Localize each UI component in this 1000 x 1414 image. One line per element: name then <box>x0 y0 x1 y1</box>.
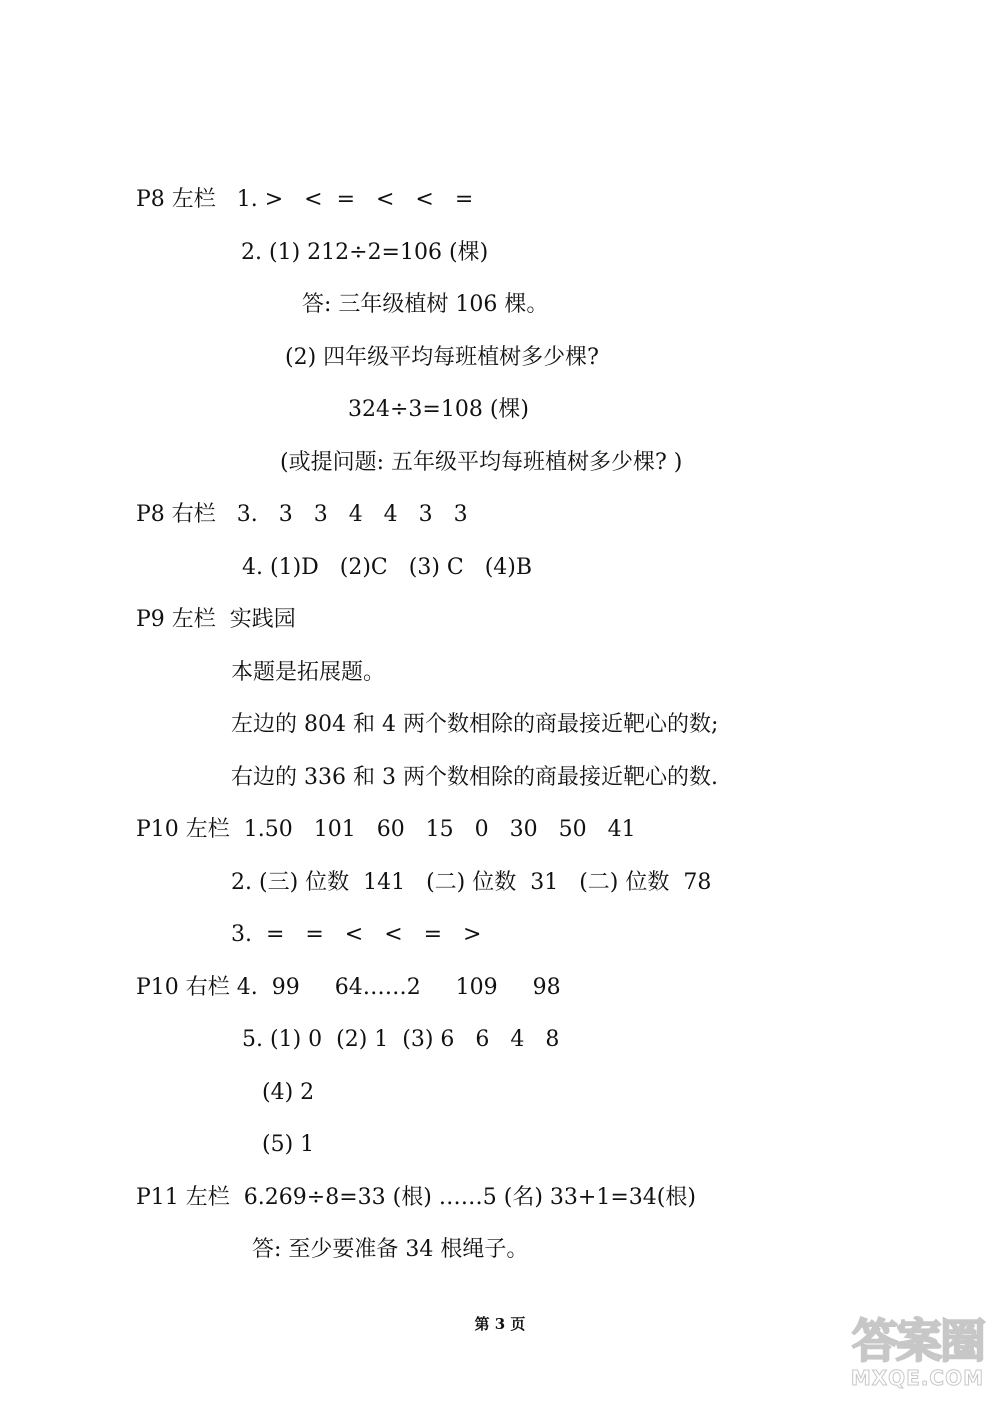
p8-left-q2-answer1: 答: 三年级植树 106 棵。 <box>302 292 549 317</box>
p8-left-q2-part2: (2) 四年级平均每班植树多少棵? <box>285 345 599 370</box>
p10-right-q5-part4: (4) 2 <box>262 1080 315 1105</box>
p10-left-q1: P10 左栏 1.50 101 60 15 0 30 50 41 <box>136 817 636 842</box>
p8-left-q2-alt: (或提问题: 五年级平均每班植树多少棵? ) <box>280 450 683 475</box>
p10-left-q3: 3. = = < < = > <box>231 922 482 947</box>
p10-right-q5-part5: (5) 1 <box>262 1132 315 1157</box>
p11-left-q6-answer: 答: 至少要准备 34 根绳子。 <box>252 1237 529 1262</box>
p8-right-q4: 4. (1)D (2)C (3) C (4)B <box>242 555 533 580</box>
p11-left-q6: P11 左栏 6.269÷8=33 (根) ……5 (名) 33+1=34(根) <box>136 1185 696 1210</box>
p9-left-heading: P9 左栏 实践园 <box>136 607 296 632</box>
watermark-logo <box>834 1316 984 1400</box>
p8-right-q3: P8 右栏 3. 3 3 4 4 3 3 <box>136 502 468 527</box>
p8-left-q2-calc2: 324÷3=108 (棵) <box>348 397 530 422</box>
p9-left-text1: 本题是拓展题。 <box>231 660 386 685</box>
p9-left-text2: 左边的 804 和 4 两个数相除的商最接近靶心的数; <box>231 712 719 737</box>
p10-right-q5: 5. (1) 0 (2) 1 (3) 6 6 4 8 <box>242 1027 560 1052</box>
p8-left-q2-part1: 2. (1) 212÷2=106 (棵) <box>241 240 489 265</box>
p9-left-text3: 右边的 336 和 3 两个数相除的商最接近靶心的数. <box>231 765 718 790</box>
p10-right-q4: P10 右栏 4. 99 64……2 109 98 <box>136 975 561 1000</box>
p10-left-q2: 2. (三) 位数 141 (二) 位数 31 (二) 位数 78 <box>231 870 712 895</box>
watermark-site-text: MXQE.COM <box>850 1366 984 1390</box>
watermark-logo-text: 答案圈 <box>852 1314 984 1368</box>
page-number: 第 3 页 <box>474 1315 526 1333</box>
p8-left-q1: P8 左栏 1. > < = < < = <box>136 187 474 212</box>
